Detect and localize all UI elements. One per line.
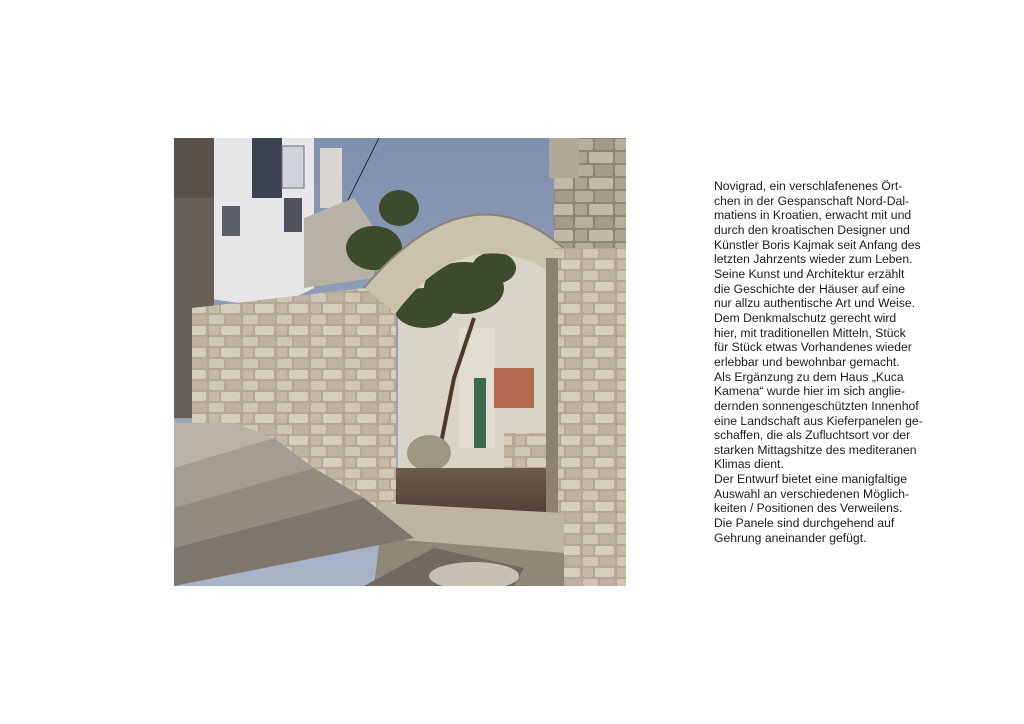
text-line: Seine Kunst und Architektur erzählt <box>714 266 905 281</box>
description-text <box>714 179 946 545</box>
text-line: Der Entwurf bietet eine manigfaltige <box>714 472 908 487</box>
text-line: matiens in Kroatien, erwacht mit und <box>714 208 912 223</box>
text-line: nur allzu authentische Art und Weise. <box>714 296 915 311</box>
text-line: Kamena“ wurde hier im sich anglie- <box>714 384 906 399</box>
text-line: dernden sonnengeschützten Innenhof <box>714 398 919 413</box>
text-line: Künstler Boris Kajmak seit Anfang des <box>714 237 921 252</box>
text-line: Auswahl an verschiedenen Möglich- <box>714 486 910 501</box>
text-line: durch den kroatischen Designer und <box>714 222 910 237</box>
text-line: letzten Jahrzents wieder zum Leben. <box>714 252 913 267</box>
text-line: Novigrad, ein verschlafenenes Ört- <box>714 179 903 193</box>
text-line: erlebbar und bewohnbar gemacht. <box>714 354 900 369</box>
text-line: chen in der Gespanschaft Nord-Dal- <box>714 193 910 208</box>
text-line: starken Mittagshitze des mediteranen <box>714 442 917 457</box>
courtyard-stone-arch-photo <box>174 138 626 586</box>
text-line: schaffen, die als Zufluchtsort vor der <box>714 428 911 443</box>
text-line: Klimas dient. <box>714 457 784 472</box>
photo-illustration <box>174 138 626 586</box>
text-line: hier, mit traditionellen Mitteln, Stück <box>714 325 906 340</box>
text-line: Dem Denkmalschutz gerecht wird <box>714 310 897 325</box>
text-line: keiten / Positionen des Verweilens. <box>714 501 903 516</box>
text-line: für Stück etwas Vorhandenes wieder <box>714 340 912 355</box>
text-line: Als Ergänzung zu dem Haus „Kuca <box>714 369 904 384</box>
text-line: Gehrung aneinander gefügt. <box>714 530 867 545</box>
text-line: Die Panele sind durchgehend auf <box>714 516 895 531</box>
text-line: die Geschichte der Häuser auf eine <box>714 281 906 296</box>
text-line: eine Landschaft aus Kieferpanelen ge- <box>714 413 923 428</box>
